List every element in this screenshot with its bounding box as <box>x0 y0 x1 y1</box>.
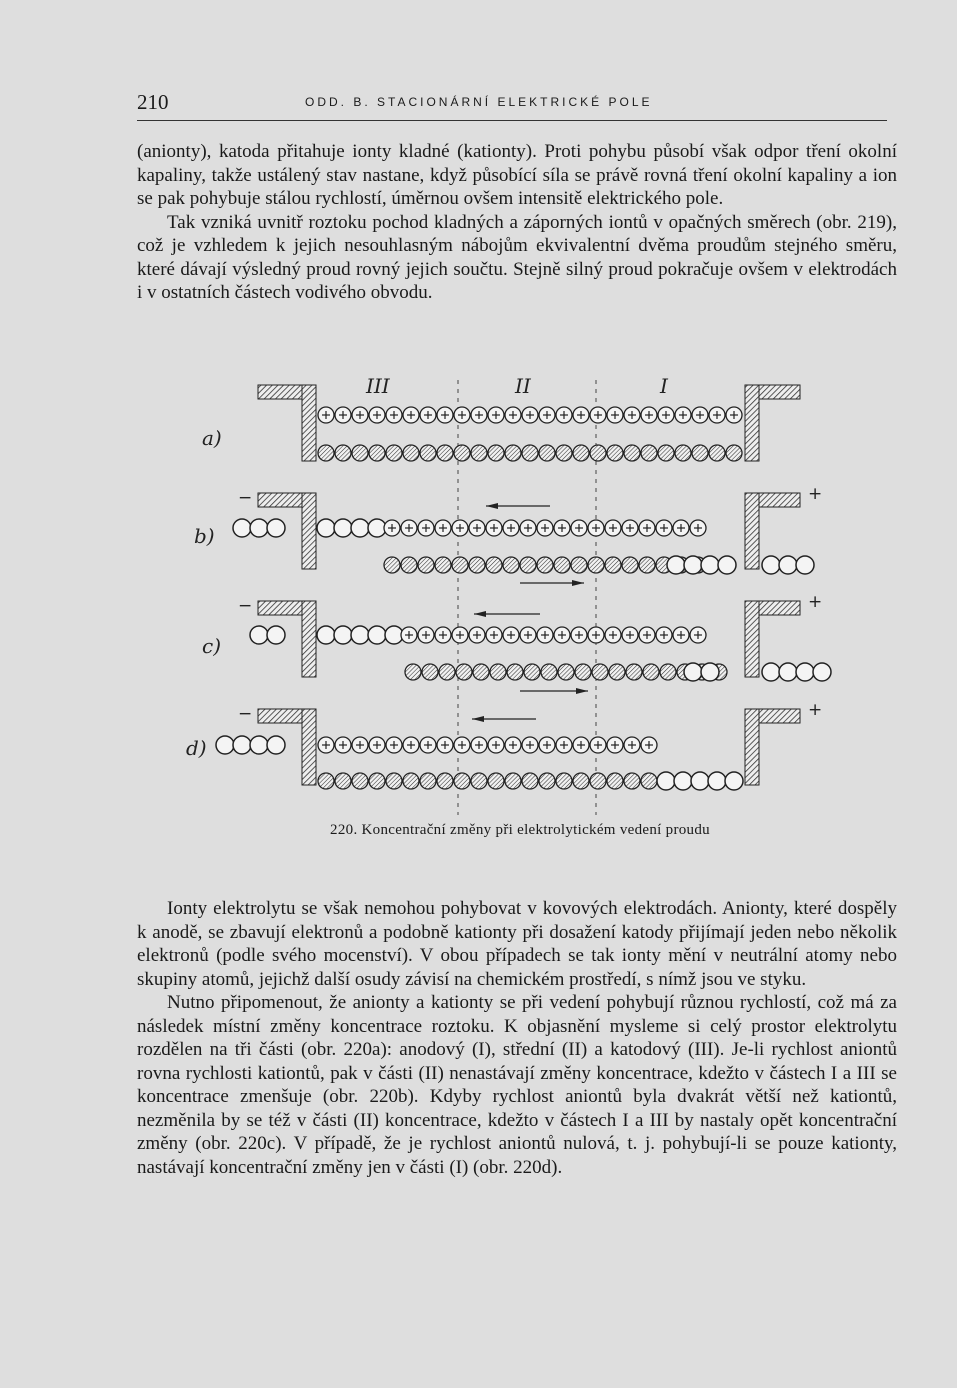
anion-icon <box>507 664 523 680</box>
minus-sign-c: − <box>238 596 253 616</box>
anion-icon <box>520 557 536 573</box>
plus-sign-c: + <box>808 592 823 612</box>
neutral-atom-icon <box>725 772 743 790</box>
anion-icon <box>709 445 725 461</box>
anion-icon <box>626 664 642 680</box>
paragraph: (anionty), katoda přitahuje ionty kladné (kationty). Proti pohybu působí však odpor tření okolní kapaliny, takže ustálený stav nastane, když působící síla se právě rovná tření okolní kapaliny a ion se pak pohybuje stálou rychlostí, úměrnou ovšem intensitě elektrického pole. <box>137 141 897 209</box>
neutral-atom-icon <box>233 736 251 754</box>
running-head: ODD. B. STACIONÁRNÍ ELEKTRICKÉ POLE <box>305 95 653 109</box>
row-label-c: c) <box>202 634 222 658</box>
anion-icon <box>335 445 351 461</box>
neutral-atom-icon <box>796 663 814 681</box>
anion-icon <box>490 664 506 680</box>
anion-icon <box>607 773 623 789</box>
anion-icon <box>405 664 421 680</box>
paragraph: Tak vzniká uvnitř roztoku pochod kladných a záporných iontů v opačných směrech (obr. 219), což je vzhledem k jejich nesouhlasným nábojům ekvivalentní dvěma proudům stejného směru, které dávají výsledný proud rovný jejich součtu. Stejně silný proud pokračuje ovšem v elektrodách i v ostatních částech vodivého obvodu. <box>137 211 897 303</box>
neutral-atom-icon <box>368 626 386 644</box>
row-label-b: b) <box>194 524 215 548</box>
anion-icon <box>469 557 485 573</box>
neutral-atom-icon <box>667 556 685 574</box>
neutral-atom-icon <box>267 626 285 644</box>
anion-icon <box>420 445 436 461</box>
anion-icon <box>505 445 521 461</box>
neutral-atom-icon <box>385 626 403 644</box>
minus-sign-b: − <box>238 488 253 508</box>
neutral-atom-icon <box>691 772 709 790</box>
anion-icon <box>592 664 608 680</box>
cathode-plate <box>302 709 316 785</box>
neutral-atom-icon <box>267 519 285 537</box>
anion-icon <box>488 445 504 461</box>
neutral-atom-icon <box>368 519 386 537</box>
anion-icon <box>505 773 521 789</box>
text-block-top <box>137 140 897 305</box>
anion-icon <box>486 557 502 573</box>
anion-icon <box>473 664 489 680</box>
anion-icon <box>522 773 538 789</box>
anion-icon <box>607 445 623 461</box>
anion-icon <box>537 557 553 573</box>
cathode-plate <box>302 385 316 461</box>
minus-sign-d: − <box>238 704 253 724</box>
anion-icon <box>386 445 402 461</box>
anion-icon <box>641 445 657 461</box>
arrow-head-icon <box>474 611 486 617</box>
neutral-atom-icon <box>779 556 797 574</box>
neutral-atom-icon <box>250 626 268 644</box>
anion-icon <box>418 557 434 573</box>
anion-icon <box>573 445 589 461</box>
neutral-atom-icon <box>216 736 234 754</box>
neutral-atom-icon <box>684 556 702 574</box>
anion-icon <box>609 664 625 680</box>
anion-icon <box>335 773 351 789</box>
anion-icon <box>554 557 570 573</box>
neutral-atom-icon <box>796 556 814 574</box>
anode-plate <box>745 709 759 785</box>
figure-220 <box>180 375 860 815</box>
neutral-atom-icon <box>701 556 719 574</box>
section-label-iii: III <box>366 375 390 398</box>
row-label-a: a) <box>202 426 222 450</box>
paragraph: Ionty elektrolytu se však nemohou pohybovat v kovových elektrodách. Anionty, které dospěly k anodě, se zbavují elektronů a podobně kationty při dosažení katody přijímají jeden nebo několik elektronů (podle svého mocenství). V obou případech se tak ionty mění v neutrální atomy nebo skupiny atomů, jejichž další osudy závisí na chemickém prostředí, s nímž jsou ve styku. <box>137 898 897 990</box>
anion-icon <box>660 664 676 680</box>
anion-icon <box>573 773 589 789</box>
section-label-i: I <box>660 375 668 398</box>
anion-icon <box>369 445 385 461</box>
anion-icon <box>588 557 604 573</box>
anion-icon <box>605 557 621 573</box>
anion-icon <box>643 664 659 680</box>
anion-icon <box>369 773 385 789</box>
neutral-atom-icon <box>233 519 251 537</box>
neutral-atom-icon <box>351 519 369 537</box>
anion-icon <box>524 664 540 680</box>
anion-icon <box>624 773 640 789</box>
neutral-atom-icon <box>762 663 780 681</box>
row-label-d: d) <box>186 736 207 760</box>
anion-icon <box>384 557 400 573</box>
anion-icon <box>471 773 487 789</box>
neutral-atom-icon <box>351 626 369 644</box>
cathode-plate <box>302 601 316 677</box>
neutral-atom-icon <box>779 663 797 681</box>
anion-icon <box>352 445 368 461</box>
arrow-head-icon <box>486 503 498 509</box>
anion-icon <box>435 557 451 573</box>
anion-icon <box>541 664 557 680</box>
anion-icon <box>454 445 470 461</box>
text-block-bottom <box>137 897 897 1179</box>
anion-icon <box>420 773 436 789</box>
anion-icon <box>571 557 587 573</box>
neutral-atom-icon <box>334 626 352 644</box>
anion-icon <box>386 773 402 789</box>
anion-icon <box>454 773 470 789</box>
figure-drawing <box>216 385 831 790</box>
neutral-atom-icon <box>684 663 702 681</box>
neutral-atom-icon <box>657 772 675 790</box>
page-number: 210 <box>137 90 169 114</box>
anion-icon <box>488 773 504 789</box>
anion-icon <box>437 445 453 461</box>
anion-icon <box>456 664 472 680</box>
plus-sign-d: + <box>808 700 823 720</box>
neutral-atom-icon <box>267 736 285 754</box>
anion-icon <box>590 445 606 461</box>
anion-icon <box>452 557 468 573</box>
anion-icon <box>624 445 640 461</box>
anion-icon <box>503 557 519 573</box>
neutral-atom-icon <box>250 519 268 537</box>
anode-plate <box>745 601 759 677</box>
anion-icon <box>439 664 455 680</box>
neutral-atom-icon <box>674 772 692 790</box>
anion-icon <box>558 664 574 680</box>
anion-icon <box>575 664 591 680</box>
anion-icon <box>622 557 638 573</box>
section-label-ii: II <box>515 375 531 398</box>
neutral-atom-icon <box>317 519 335 537</box>
anode-plate <box>745 493 759 569</box>
neutral-atom-icon <box>317 626 335 644</box>
neutral-atom-icon <box>708 772 726 790</box>
neutral-atom-icon <box>250 736 268 754</box>
anion-icon <box>539 773 555 789</box>
anion-icon <box>318 445 334 461</box>
neutral-atom-icon <box>334 519 352 537</box>
neutral-atom-icon <box>701 663 719 681</box>
anion-icon <box>403 773 419 789</box>
figure-caption: 220. Koncentrační změny při elektrolytickém vedení proudu <box>330 822 710 838</box>
anion-icon <box>641 773 657 789</box>
anion-icon <box>522 445 538 461</box>
anion-icon <box>437 773 453 789</box>
paragraph: Nutno připomenout, že anionty a kationty se při vedení pohybují různou rychlostí, což má za následek místní změny koncentrace roztoku. K objasnění mysleme si celý prostor elektrolytu rozdělen na tři části (obr. 220a): anodový (I), střední (II) a katodový (III). Je-li rychlost aniontů rovna rychlosti kationtů, pak v části (II) nenastávají změny koncentrace, kdežto v částech I a III se koncentrace zmenšuje (obr. 220b). Kdyby rychlost aniontů byla dvakrát větší než kationtů, nezměnila by se též v části (II) koncentrace, kdežto v částech I a III by nastaly opět koncentrační změny (obr. 220c). V případě, že je rychlost aniontů nulová, t. j. pohybují-li se pouze kationty, nastávají koncentrační změny jen v části (I) (obr. 220d). <box>137 992 897 1178</box>
page-header <box>137 90 887 121</box>
anion-icon <box>675 445 691 461</box>
anion-icon <box>556 445 572 461</box>
neutral-atom-icon <box>762 556 780 574</box>
anion-icon <box>590 773 606 789</box>
cathode-plate <box>302 493 316 569</box>
arrow-head-icon <box>576 688 588 694</box>
anion-icon <box>692 445 708 461</box>
anion-icon <box>539 445 555 461</box>
anion-icon <box>318 773 334 789</box>
anion-icon <box>658 445 674 461</box>
anion-icon <box>403 445 419 461</box>
neutral-atom-icon <box>813 663 831 681</box>
plus-sign-b: + <box>808 484 823 504</box>
anode-plate <box>745 385 759 461</box>
anion-icon <box>726 445 742 461</box>
arrow-head-icon <box>572 580 584 586</box>
arrow-head-icon <box>472 716 484 722</box>
anion-icon <box>639 557 655 573</box>
anion-icon <box>352 773 368 789</box>
neutral-atom-icon <box>718 556 736 574</box>
anion-icon <box>556 773 572 789</box>
anion-icon <box>401 557 417 573</box>
anion-icon <box>471 445 487 461</box>
anion-icon <box>422 664 438 680</box>
